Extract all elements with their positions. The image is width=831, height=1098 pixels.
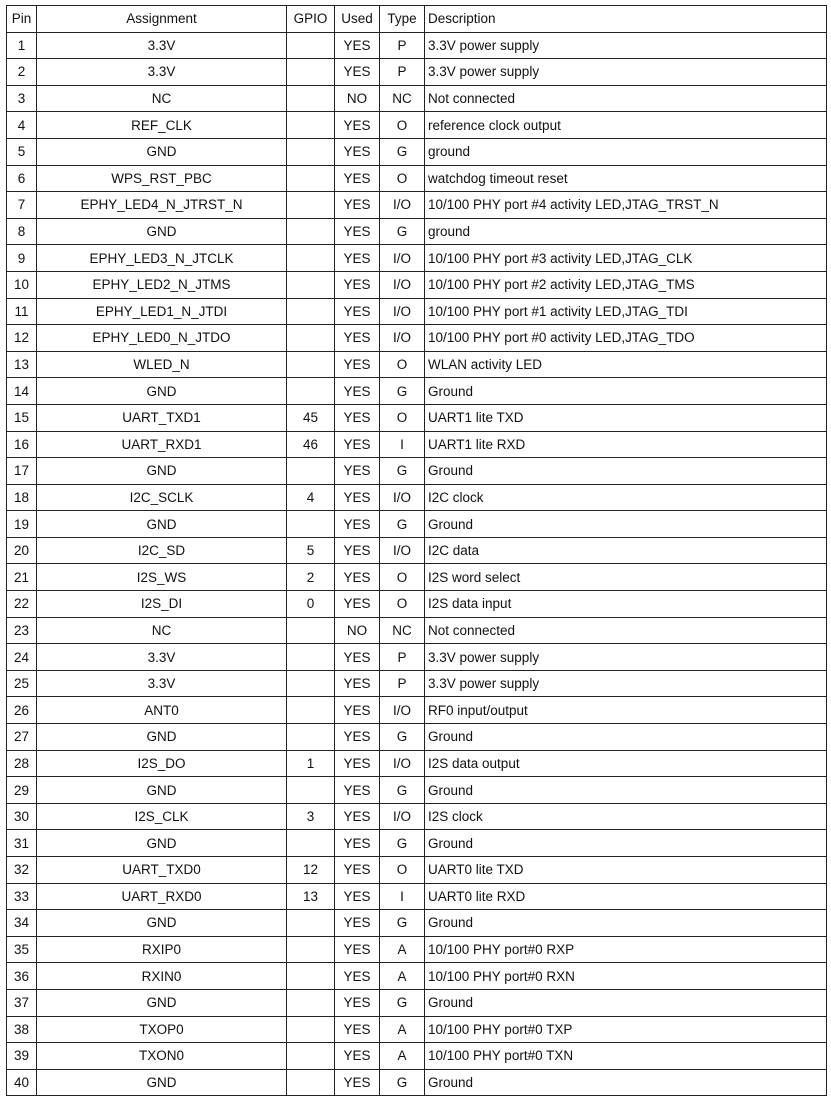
table-row [7, 32, 827, 59]
description-cell: 10/100 PHY port#0 TXN [425, 1043, 827, 1070]
description-cell: 3.3V power supply [425, 59, 827, 86]
description-cell: I2S data input [425, 591, 827, 618]
pin-cell: 15 [7, 404, 37, 431]
used-cell: YES [335, 484, 380, 511]
used-cell: YES [335, 936, 380, 963]
type-cell: P [380, 32, 425, 59]
description-cell: UART0 lite RXD [425, 883, 827, 910]
gpio-cell [287, 644, 335, 671]
gpio-cell [287, 271, 335, 298]
type-cell: G [380, 378, 425, 405]
description-cell: I2S word select [425, 564, 827, 591]
table-row [7, 670, 827, 697]
header-pin: Pin [7, 6, 37, 33]
type-cell: G [380, 777, 425, 804]
gpio-cell [287, 989, 335, 1016]
gpio-cell: 1 [287, 750, 335, 777]
table-row [7, 963, 827, 990]
assignment-cell: ANT0 [37, 697, 287, 724]
pin-cell: 2 [7, 59, 37, 86]
gpio-cell [287, 351, 335, 378]
pin-cell: 9 [7, 245, 37, 272]
type-cell: I/O [380, 537, 425, 564]
table-row [7, 325, 827, 352]
table-row [7, 138, 827, 165]
gpio-cell [287, 298, 335, 325]
used-cell: YES [335, 564, 380, 591]
assignment-cell: TXON0 [37, 1043, 287, 1070]
description-cell: RF0 input/output [425, 697, 827, 724]
gpio-cell [287, 112, 335, 139]
type-cell: G [380, 724, 425, 751]
description-cell: I2S clock [425, 803, 827, 830]
assignment-cell: I2S_WS [37, 564, 287, 591]
table-row [7, 218, 827, 245]
description-cell: Ground [425, 989, 827, 1016]
table-row [7, 1016, 827, 1043]
description-cell: 10/100 PHY port #0 activity LED,JTAG_TDO [425, 325, 827, 352]
pin-cell: 21 [7, 564, 37, 591]
assignment-cell: I2S_CLK [37, 803, 287, 830]
used-cell: YES [335, 192, 380, 219]
assignment-cell: UART_TXD1 [37, 404, 287, 431]
used-cell: YES [335, 112, 380, 139]
used-cell: YES [335, 963, 380, 990]
assignment-cell: GND [37, 777, 287, 804]
type-cell: NC [380, 617, 425, 644]
description-cell: I2S data output [425, 750, 827, 777]
assignment-cell: EPHY_LED2_N_JTMS [37, 271, 287, 298]
gpio-cell [287, 511, 335, 538]
pin-cell: 4 [7, 112, 37, 139]
assignment-cell: I2C_SCLK [37, 484, 287, 511]
table-row [7, 165, 827, 192]
gpio-cell [287, 378, 335, 405]
pin-cell: 8 [7, 218, 37, 245]
gpio-cell [287, 1069, 335, 1096]
assignment-cell: WPS_RST_PBC [37, 165, 287, 192]
table-row [7, 404, 827, 431]
gpio-cell [287, 1043, 335, 1070]
header-assignment: Assignment [37, 6, 287, 33]
type-cell: O [380, 112, 425, 139]
used-cell: YES [335, 989, 380, 1016]
description-cell: UART1 lite RXD [425, 431, 827, 458]
used-cell: YES [335, 325, 380, 352]
description-cell: 3.3V power supply [425, 644, 827, 671]
assignment-cell: GND [37, 724, 287, 751]
assignment-cell: GND [37, 830, 287, 857]
used-cell: NO [335, 617, 380, 644]
gpio-cell [287, 963, 335, 990]
used-cell: YES [335, 910, 380, 937]
description-cell: Ground [425, 511, 827, 538]
table-row [7, 591, 827, 618]
assignment-cell: GND [37, 511, 287, 538]
gpio-cell: 0 [287, 591, 335, 618]
assignment-cell: I2C_SD [37, 537, 287, 564]
used-cell: YES [335, 591, 380, 618]
table-row [7, 458, 827, 485]
type-cell: O [380, 404, 425, 431]
description-cell: 3.3V power supply [425, 32, 827, 59]
type-cell: NC [380, 85, 425, 112]
gpio-cell [287, 617, 335, 644]
description-cell: Ground [425, 910, 827, 937]
description-cell: ground [425, 138, 827, 165]
type-cell: O [380, 857, 425, 884]
pin-cell: 39 [7, 1043, 37, 1070]
description-cell: UART1 lite TXD [425, 404, 827, 431]
table-row [7, 644, 827, 671]
type-cell: G [380, 830, 425, 857]
description-cell: Ground [425, 777, 827, 804]
assignment-cell: RXIP0 [37, 936, 287, 963]
description-cell: Ground [425, 1069, 827, 1096]
table-row [7, 1069, 827, 1096]
type-cell: P [380, 670, 425, 697]
gpio-cell [287, 192, 335, 219]
pin-cell: 37 [7, 989, 37, 1016]
used-cell: YES [335, 697, 380, 724]
assignment-cell: EPHY_LED4_N_JTRST_N [37, 192, 287, 219]
used-cell: YES [335, 857, 380, 884]
pin-cell: 23 [7, 617, 37, 644]
used-cell: YES [335, 458, 380, 485]
pin-cell: 5 [7, 138, 37, 165]
assignment-cell: 3.3V [37, 32, 287, 59]
used-cell: YES [335, 271, 380, 298]
used-cell: YES [335, 32, 380, 59]
assignment-cell: TXOP0 [37, 1016, 287, 1043]
type-cell: I/O [380, 192, 425, 219]
table-row [7, 271, 827, 298]
table-row [7, 431, 827, 458]
pin-cell: 32 [7, 857, 37, 884]
used-cell: YES [335, 298, 380, 325]
pin-cell: 13 [7, 351, 37, 378]
table-row [7, 910, 827, 937]
description-cell: I2C data [425, 537, 827, 564]
used-cell: YES [335, 803, 380, 830]
assignment-cell: GND [37, 1069, 287, 1096]
type-cell: G [380, 458, 425, 485]
gpio-cell [287, 697, 335, 724]
table-row [7, 351, 827, 378]
table-row [7, 85, 827, 112]
pin-cell: 38 [7, 1016, 37, 1043]
type-cell: I/O [380, 271, 425, 298]
type-cell: I/O [380, 325, 425, 352]
used-cell: YES [335, 1069, 380, 1096]
assignment-cell: UART_RXD1 [37, 431, 287, 458]
gpio-cell: 46 [287, 431, 335, 458]
description-cell: 3.3V power supply [425, 670, 827, 697]
used-cell: YES [335, 1016, 380, 1043]
assignment-cell: UART_RXD0 [37, 883, 287, 910]
table-row [7, 830, 827, 857]
pin-cell: 20 [7, 537, 37, 564]
used-cell: YES [335, 138, 380, 165]
type-cell: P [380, 644, 425, 671]
gpio-cell [287, 85, 335, 112]
gpio-cell [287, 936, 335, 963]
gpio-cell [287, 458, 335, 485]
table-body [7, 32, 827, 1096]
gpio-cell [287, 165, 335, 192]
description-cell: Ground [425, 378, 827, 405]
table-row [7, 484, 827, 511]
assignment-cell: RXIN0 [37, 963, 287, 990]
description-cell: 10/100 PHY port #1 activity LED,JTAG_TDI [425, 298, 827, 325]
description-cell: Ground [425, 830, 827, 857]
assignment-cell: UART_TXD0 [37, 857, 287, 884]
pin-cell: 24 [7, 644, 37, 671]
type-cell: I/O [380, 298, 425, 325]
pin-cell: 11 [7, 298, 37, 325]
gpio-cell [287, 218, 335, 245]
pin-assignment-table [6, 5, 827, 1096]
assignment-cell: NC [37, 617, 287, 644]
assignment-cell: GND [37, 458, 287, 485]
description-cell: WLAN activity LED [425, 351, 827, 378]
type-cell: G [380, 218, 425, 245]
type-cell: I [380, 883, 425, 910]
description-cell: ground [425, 218, 827, 245]
table-row [7, 511, 827, 538]
table-row [7, 1043, 827, 1070]
type-cell: I/O [380, 750, 425, 777]
used-cell: YES [335, 59, 380, 86]
pin-cell: 16 [7, 431, 37, 458]
used-cell: YES [335, 431, 380, 458]
gpio-cell: 2 [287, 564, 335, 591]
table-row [7, 777, 827, 804]
type-cell: I/O [380, 484, 425, 511]
assignment-cell: GND [37, 910, 287, 937]
used-cell: YES [335, 245, 380, 272]
pin-cell: 18 [7, 484, 37, 511]
used-cell: YES [335, 777, 380, 804]
type-cell: A [380, 936, 425, 963]
pin-cell: 27 [7, 724, 37, 751]
gpio-cell [287, 670, 335, 697]
type-cell: I/O [380, 697, 425, 724]
pin-cell: 12 [7, 325, 37, 352]
type-cell: G [380, 989, 425, 1016]
pin-table-container [6, 5, 827, 1096]
used-cell: YES [335, 883, 380, 910]
table-row [7, 883, 827, 910]
assignment-cell: WLED_N [37, 351, 287, 378]
assignment-cell: NC [37, 85, 287, 112]
pin-cell: 25 [7, 670, 37, 697]
assignment-cell: GND [37, 218, 287, 245]
description-cell: reference clock output [425, 112, 827, 139]
used-cell: YES [335, 511, 380, 538]
type-cell: I [380, 431, 425, 458]
used-cell: YES [335, 378, 380, 405]
assignment-cell: 3.3V [37, 670, 287, 697]
pin-cell: 31 [7, 830, 37, 857]
table-row [7, 750, 827, 777]
table-row [7, 803, 827, 830]
description-cell: 10/100 PHY port#0 RXN [425, 963, 827, 990]
used-cell: YES [335, 830, 380, 857]
gpio-cell [287, 325, 335, 352]
pin-cell: 3 [7, 85, 37, 112]
type-cell: I/O [380, 245, 425, 272]
assignment-cell: EPHY_LED0_N_JTDO [37, 325, 287, 352]
table-row [7, 564, 827, 591]
table-row [7, 298, 827, 325]
table-header-row [7, 6, 827, 33]
table-row [7, 378, 827, 405]
used-cell: NO [335, 85, 380, 112]
type-cell: O [380, 591, 425, 618]
used-cell: YES [335, 537, 380, 564]
pin-cell: 29 [7, 777, 37, 804]
gpio-cell: 4 [287, 484, 335, 511]
pin-cell: 1 [7, 32, 37, 59]
gpio-cell: 3 [287, 803, 335, 830]
description-cell: I2C clock [425, 484, 827, 511]
table-row [7, 112, 827, 139]
table-row [7, 59, 827, 86]
type-cell: I/O [380, 803, 425, 830]
assignment-cell: EPHY_LED3_N_JTCLK [37, 245, 287, 272]
assignment-cell: I2S_DI [37, 591, 287, 618]
type-cell: P [380, 59, 425, 86]
pin-cell: 28 [7, 750, 37, 777]
type-cell: O [380, 351, 425, 378]
used-cell: YES [335, 165, 380, 192]
pin-cell: 30 [7, 803, 37, 830]
type-cell: A [380, 1043, 425, 1070]
gpio-cell: 5 [287, 537, 335, 564]
type-cell: A [380, 1016, 425, 1043]
assignment-cell: I2S_DO [37, 750, 287, 777]
description-cell: watchdog timeout reset [425, 165, 827, 192]
pin-cell: 19 [7, 511, 37, 538]
header-gpio: GPIO [287, 6, 335, 33]
gpio-cell [287, 910, 335, 937]
description-cell: 10/100 PHY port #4 activity LED,JTAG_TRST_N [425, 192, 827, 219]
pin-cell: 22 [7, 591, 37, 618]
description-cell: Not connected [425, 85, 827, 112]
table-row [7, 936, 827, 963]
table-row [7, 245, 827, 272]
table-row [7, 537, 827, 564]
pin-cell: 10 [7, 271, 37, 298]
used-cell: YES [335, 750, 380, 777]
table-row [7, 192, 827, 219]
assignment-cell: GND [37, 989, 287, 1016]
used-cell: YES [335, 644, 380, 671]
type-cell: A [380, 963, 425, 990]
pin-cell: 17 [7, 458, 37, 485]
type-cell: G [380, 910, 425, 937]
description-cell: UART0 lite TXD [425, 857, 827, 884]
gpio-cell [287, 59, 335, 86]
pin-cell: 35 [7, 936, 37, 963]
gpio-cell: 45 [287, 404, 335, 431]
gpio-cell [287, 777, 335, 804]
gpio-cell: 12 [287, 857, 335, 884]
table-row [7, 617, 827, 644]
pin-cell: 6 [7, 165, 37, 192]
header-description: Description [425, 6, 827, 33]
table-row [7, 697, 827, 724]
table-row [7, 857, 827, 884]
pin-cell: 34 [7, 910, 37, 937]
gpio-cell [287, 724, 335, 751]
assignment-cell: REF_CLK [37, 112, 287, 139]
description-cell: Ground [425, 724, 827, 751]
assignment-cell: GND [37, 378, 287, 405]
pin-cell: 26 [7, 697, 37, 724]
used-cell: YES [335, 404, 380, 431]
assignment-cell: EPHY_LED1_N_JTDI [37, 298, 287, 325]
gpio-cell [287, 245, 335, 272]
pin-cell: 14 [7, 378, 37, 405]
description-cell: 10/100 PHY port #2 activity LED,JTAG_TMS [425, 271, 827, 298]
pin-cell: 40 [7, 1069, 37, 1096]
gpio-cell [287, 1016, 335, 1043]
type-cell: G [380, 138, 425, 165]
type-cell: G [380, 511, 425, 538]
used-cell: YES [335, 351, 380, 378]
gpio-cell [287, 830, 335, 857]
used-cell: YES [335, 724, 380, 751]
used-cell: YES [335, 670, 380, 697]
description-cell: Ground [425, 458, 827, 485]
table-row [7, 724, 827, 751]
pin-cell: 7 [7, 192, 37, 219]
description-cell: Not connected [425, 617, 827, 644]
description-cell: 10/100 PHY port#0 TXP [425, 1016, 827, 1043]
used-cell: YES [335, 1043, 380, 1070]
header-used: Used [335, 6, 380, 33]
assignment-cell: 3.3V [37, 59, 287, 86]
header-type: Type [380, 6, 425, 33]
gpio-cell [287, 32, 335, 59]
assignment-cell: GND [37, 138, 287, 165]
gpio-cell [287, 138, 335, 165]
assignment-cell: 3.3V [37, 644, 287, 671]
table-row [7, 989, 827, 1016]
type-cell: O [380, 165, 425, 192]
pin-cell: 36 [7, 963, 37, 990]
used-cell: YES [335, 218, 380, 245]
gpio-cell: 13 [287, 883, 335, 910]
description-cell: 10/100 PHY port #3 activity LED,JTAG_CLK [425, 245, 827, 272]
description-cell: 10/100 PHY port#0 RXP [425, 936, 827, 963]
type-cell: G [380, 1069, 425, 1096]
type-cell: O [380, 564, 425, 591]
pin-cell: 33 [7, 883, 37, 910]
